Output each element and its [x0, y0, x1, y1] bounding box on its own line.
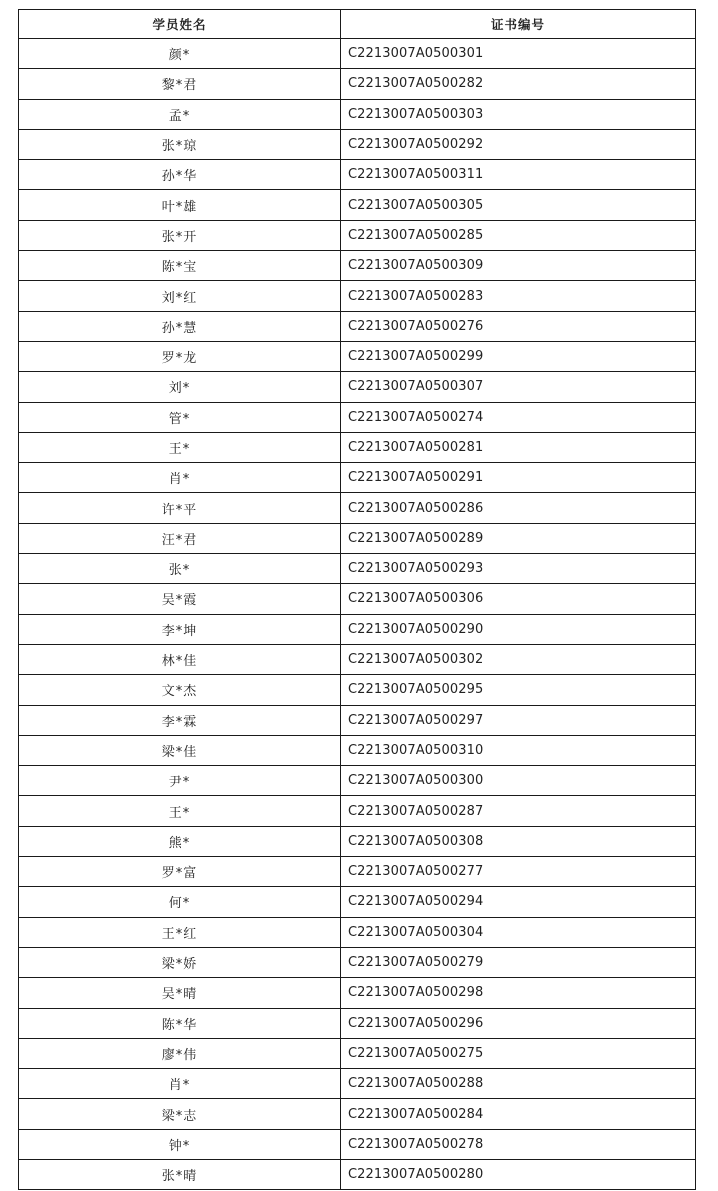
table-row	[19, 796, 696, 826]
student-name-cell: 吴*晴	[19, 978, 341, 1008]
table-row	[19, 614, 696, 644]
certificate-number-cell: C2213007A0500308	[341, 826, 696, 856]
student-name-cell: 梁*佳	[19, 735, 341, 765]
student-name-cell: 梁*志	[19, 1099, 341, 1129]
table-row	[19, 251, 696, 281]
certificate-number-cell: C2213007A0500296	[341, 1008, 696, 1038]
table-row	[19, 523, 696, 553]
certificate-number-cell: C2213007A0500298	[341, 978, 696, 1008]
table-row	[19, 675, 696, 705]
certificate-number-cell: C2213007A0500281	[341, 432, 696, 462]
table-row	[19, 826, 696, 856]
certificate-number-cell: C2213007A0500301	[341, 39, 696, 69]
table-row	[19, 311, 696, 341]
header-student-name: 学员姓名	[19, 10, 341, 39]
table-row	[19, 705, 696, 735]
student-name-cell: 王*	[19, 432, 341, 462]
certificate-number-cell: C2213007A0500285	[341, 220, 696, 250]
certificate-number-cell: C2213007A0500297	[341, 705, 696, 735]
student-name-cell: 林*佳	[19, 644, 341, 674]
table-row	[19, 190, 696, 220]
certificate-number-cell: C2213007A0500307	[341, 372, 696, 402]
certificate-number-cell: C2213007A0500278	[341, 1129, 696, 1159]
table-row	[19, 463, 696, 493]
student-name-cell: 文*杰	[19, 675, 341, 705]
student-name-cell: 叶*雄	[19, 190, 341, 220]
student-name-cell: 孙*华	[19, 160, 341, 190]
certificate-number-cell: C2213007A0500311	[341, 160, 696, 190]
student-name-cell: 吴*霞	[19, 584, 341, 614]
certificate-number-cell: C2213007A0500310	[341, 735, 696, 765]
student-name-cell: 梁*娇	[19, 947, 341, 977]
student-name-cell: 尹*	[19, 766, 341, 796]
table-row	[19, 220, 696, 250]
table-row	[19, 887, 696, 917]
student-name-cell: 肖*	[19, 1069, 341, 1099]
student-name-cell: 罗*龙	[19, 341, 341, 371]
table-header-row	[19, 10, 696, 39]
certificate-number-cell: C2213007A0500305	[341, 190, 696, 220]
table-row	[19, 69, 696, 99]
certificate-number-cell: C2213007A0500292	[341, 129, 696, 159]
table-row	[19, 372, 696, 402]
student-name-cell: 陈*华	[19, 1008, 341, 1038]
student-name-cell: 李*霖	[19, 705, 341, 735]
student-name-cell: 张*	[19, 554, 341, 584]
certificate-number-cell: C2213007A0500291	[341, 463, 696, 493]
certificate-number-cell: C2213007A0500288	[341, 1069, 696, 1099]
table-row	[19, 554, 696, 584]
table-row	[19, 584, 696, 614]
student-name-cell: 廖*伟	[19, 1038, 341, 1068]
certificate-number-cell: C2213007A0500289	[341, 523, 696, 553]
table-body	[19, 39, 696, 1190]
table-row	[19, 766, 696, 796]
certificate-number-cell: C2213007A0500294	[341, 887, 696, 917]
table-row	[19, 1159, 696, 1189]
certificate-number-cell: C2213007A0500303	[341, 99, 696, 129]
certificate-number-cell: C2213007A0500293	[341, 554, 696, 584]
student-name-cell: 熊*	[19, 826, 341, 856]
student-name-cell: 许*平	[19, 493, 341, 523]
table-row	[19, 917, 696, 947]
table-row	[19, 493, 696, 523]
table-row	[19, 432, 696, 462]
table-row	[19, 857, 696, 887]
table-row	[19, 281, 696, 311]
table-row	[19, 735, 696, 765]
table-row	[19, 1069, 696, 1099]
certificate-number-cell: C2213007A0500299	[341, 341, 696, 371]
student-name-cell: 王*	[19, 796, 341, 826]
certificate-number-cell: C2213007A0500280	[341, 1159, 696, 1189]
certificate-number-cell: C2213007A0500284	[341, 1099, 696, 1129]
certificate-number-cell: C2213007A0500277	[341, 857, 696, 887]
certificate-number-cell: C2213007A0500287	[341, 796, 696, 826]
student-name-cell: 王*红	[19, 917, 341, 947]
certificate-number-cell: C2213007A0500306	[341, 584, 696, 614]
table-row	[19, 947, 696, 977]
student-name-cell: 张*晴	[19, 1159, 341, 1189]
table-row	[19, 1038, 696, 1068]
table-row	[19, 39, 696, 69]
student-name-cell: 张*琼	[19, 129, 341, 159]
table-row	[19, 1099, 696, 1129]
student-name-cell: 管*	[19, 402, 341, 432]
table-row	[19, 160, 696, 190]
student-name-cell: 黎*君	[19, 69, 341, 99]
table-row	[19, 129, 696, 159]
student-name-cell: 张*开	[19, 220, 341, 250]
certificate-number-cell: C2213007A0500279	[341, 947, 696, 977]
certificate-number-cell: C2213007A0500283	[341, 281, 696, 311]
student-name-cell: 刘*	[19, 372, 341, 402]
certificate-number-cell: C2213007A0500276	[341, 311, 696, 341]
certificate-number-cell: C2213007A0500304	[341, 917, 696, 947]
certificate-number-cell: C2213007A0500282	[341, 69, 696, 99]
table-row	[19, 341, 696, 371]
table-row	[19, 1008, 696, 1038]
table-row	[19, 99, 696, 129]
certificate-number-cell: C2213007A0500300	[341, 766, 696, 796]
student-name-cell: 陈*宝	[19, 251, 341, 281]
certificate-number-cell: C2213007A0500275	[341, 1038, 696, 1068]
student-name-cell: 罗*富	[19, 857, 341, 887]
student-name-cell: 颜*	[19, 39, 341, 69]
table-row	[19, 1129, 696, 1159]
table-row	[19, 978, 696, 1008]
certificate-number-cell: C2213007A0500274	[341, 402, 696, 432]
student-name-cell: 孙*慧	[19, 311, 341, 341]
certificate-number-cell: C2213007A0500302	[341, 644, 696, 674]
header-certificate-number: 证书编号	[341, 10, 696, 39]
table-row	[19, 644, 696, 674]
student-name-cell: 李*坤	[19, 614, 341, 644]
certificate-number-cell: C2213007A0500295	[341, 675, 696, 705]
student-name-cell: 刘*红	[19, 281, 341, 311]
certificate-table	[18, 9, 696, 1190]
student-name-cell: 孟*	[19, 99, 341, 129]
certificate-number-cell: C2213007A0500290	[341, 614, 696, 644]
table-row	[19, 402, 696, 432]
certificate-number-cell: C2213007A0500309	[341, 251, 696, 281]
certificate-number-cell: C2213007A0500286	[341, 493, 696, 523]
student-name-cell: 肖*	[19, 463, 341, 493]
student-name-cell: 钟*	[19, 1129, 341, 1159]
student-name-cell: 何*	[19, 887, 341, 917]
student-name-cell: 汪*君	[19, 523, 341, 553]
